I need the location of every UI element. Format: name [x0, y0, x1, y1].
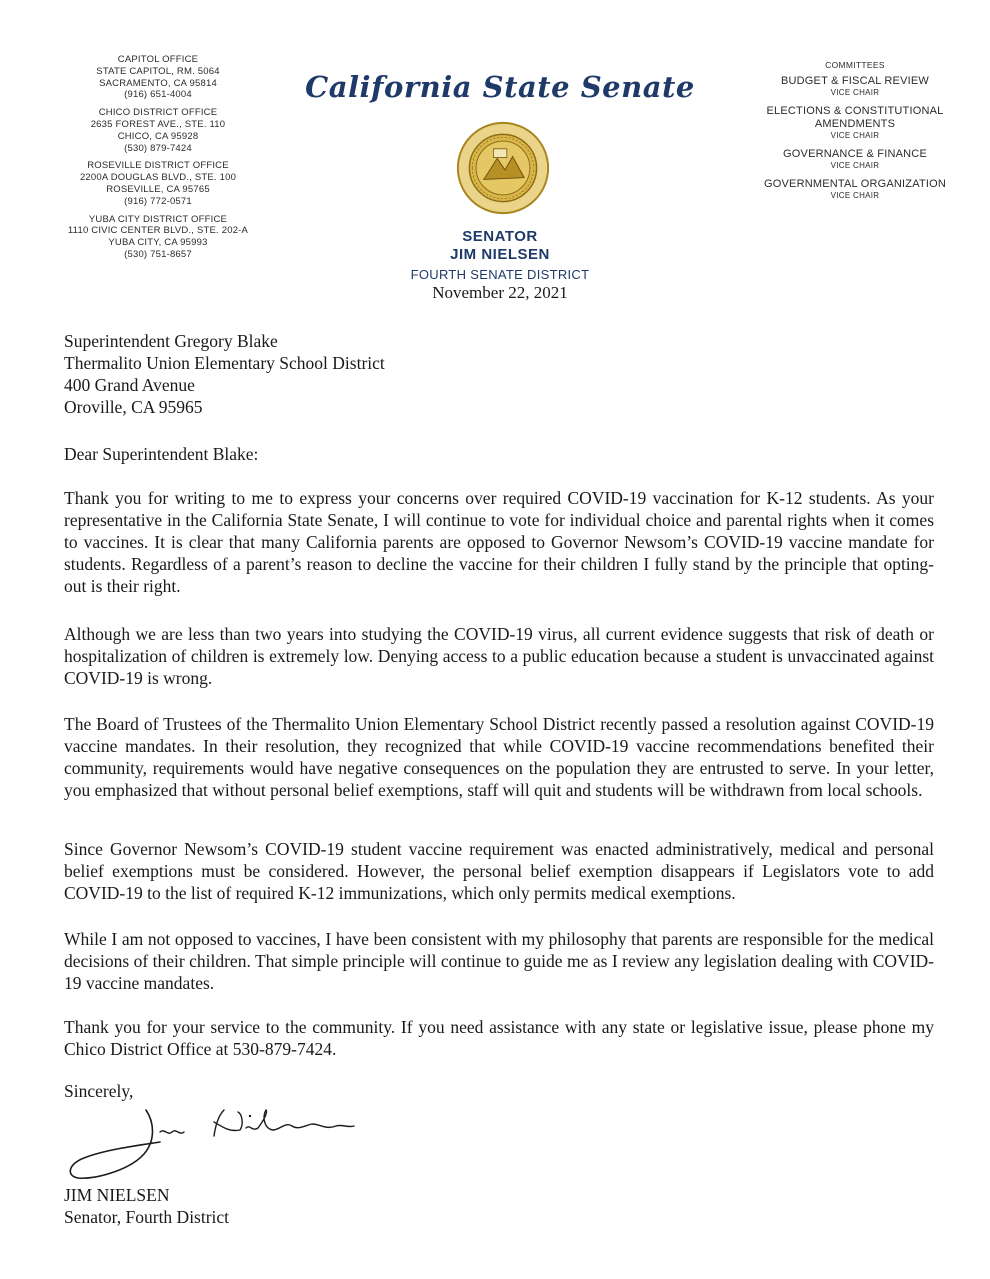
- salutation: Dear Superintendent Blake:: [64, 444, 259, 464]
- paragraph: Since Governor Newsom’s COVID-19 student vaccine requirement was enacted administratively, medical and personal belief exemptions must be considered. However, the personal belief exemption disappears if Legislators vote to add COVID-19 to the list of required K-12 immunizations, which only permits medical exemptions.: [64, 839, 934, 903]
- state-senate-seal-icon: [455, 120, 551, 216]
- paragraph: The Board of Trustees of the Thermalito Union Elementary School District recently passed a resolution against COVID-19 vaccine mandates. In their resolution, they recognized that while COVID-19 vaccine recommendations benefited their community, requirements would have negative consequences on the population they are entrusted to serve. In your letter, you emphasized that without personal belief exemptions, staff will quit and students will be withdrawn from local schools.: [64, 714, 934, 800]
- committee-list: [740, 60, 970, 208]
- senate-district: FOURTH SENATE DISTRICT: [410, 267, 590, 282]
- paragraph: While I am not opposed to vaccines, I have been consistent with my philosophy that parents are responsible for the medical decisions of their children. That simple principle will continue to guide me as I review any legislation dealing with COVID-19 vaccine mandates.: [64, 929, 934, 993]
- committee-item: GOVERNANCE & FINANCE VICE CHAIR: [783, 148, 927, 170]
- signer-name: JIM NIELSEN: [64, 1185, 170, 1205]
- committee-item: ELECTIONS & CONSTITUTIONAL AMENDMENTS VICE CHAIR: [766, 105, 944, 140]
- committee-item: GOVERNMENTAL ORGANIZATION VICE CHAIR: [763, 178, 947, 200]
- paragraph: Thank you for writing to me to express your concerns over required COVID-19 vaccination for K-12 students. As your representative in the California State Senate, I will continue to vote for individual choice and parental rights when it comes to vaccines. It is clear that many California parents are opposed to Governor Newsom’s COVID-19 vaccine mandate for students. Regardless of a parent’s reason to decline the vaccine for their children I fully stand by the principle that opting-out is their right.: [64, 488, 934, 596]
- masthead-title: California State Senate: [305, 70, 695, 104]
- senator-title: SENATOR: [462, 228, 538, 245]
- paragraph: Thank you for your service to the community. If you need assistance with any state or legislative issue, please phone my Chico District Office at 530-879-7424.: [64, 1017, 934, 1059]
- senator-block: [360, 228, 640, 303]
- roseville-district-office: ROSEVILLE DISTRICT OFFICE 2200A DOUGLAS BLVD., STE. 100 ROSEVILLE, CA 95765 (916) 772-0571: [79, 160, 237, 207]
- chico-district-office: CHICO DISTRICT OFFICE 2635 FOREST AVE., STE. 110 CHICO, CA 95928 (530) 879-7424: [90, 107, 226, 154]
- senator-name: JIM NIELSEN: [450, 246, 550, 263]
- paragraph: Although we are less than two years into studying the COVID-19 virus, all current evidence suggests that risk of death or hospitalization of children is extremely low. Denying access to a public education because a student is unvaccinated against COVID-19 is wrong.: [64, 624, 934, 688]
- yuba-city-district-office: YUBA CITY DISTRICT OFFICE 1110 CIVIC CENTER BLVD., STE. 202-A YUBA CITY, CA 95993 (530) 751-8657: [67, 213, 249, 260]
- committee-item: BUDGET & FISCAL REVIEW VICE CHAIR: [780, 75, 930, 97]
- recipient-address: Superintendent Gregory Blake Thermalito Union Elementary School District 400 Grand Avenue Oroville, CA 95965: [64, 331, 385, 417]
- capitol-office: CAPITOL OFFICE STATE CAPITOL, RM. 5064 SACRAMENTO, CA 95814 (916) 651-4004: [96, 54, 220, 101]
- office-addresses: [40, 54, 276, 267]
- signer-title: Senator, Fourth District: [64, 1207, 230, 1227]
- letter-date: November 22, 2021: [432, 283, 568, 302]
- committees-header: COMMITTEES: [825, 60, 885, 70]
- handwritten-signature-icon: [64, 1102, 364, 1184]
- closing: Sincerely,: [64, 1081, 134, 1101]
